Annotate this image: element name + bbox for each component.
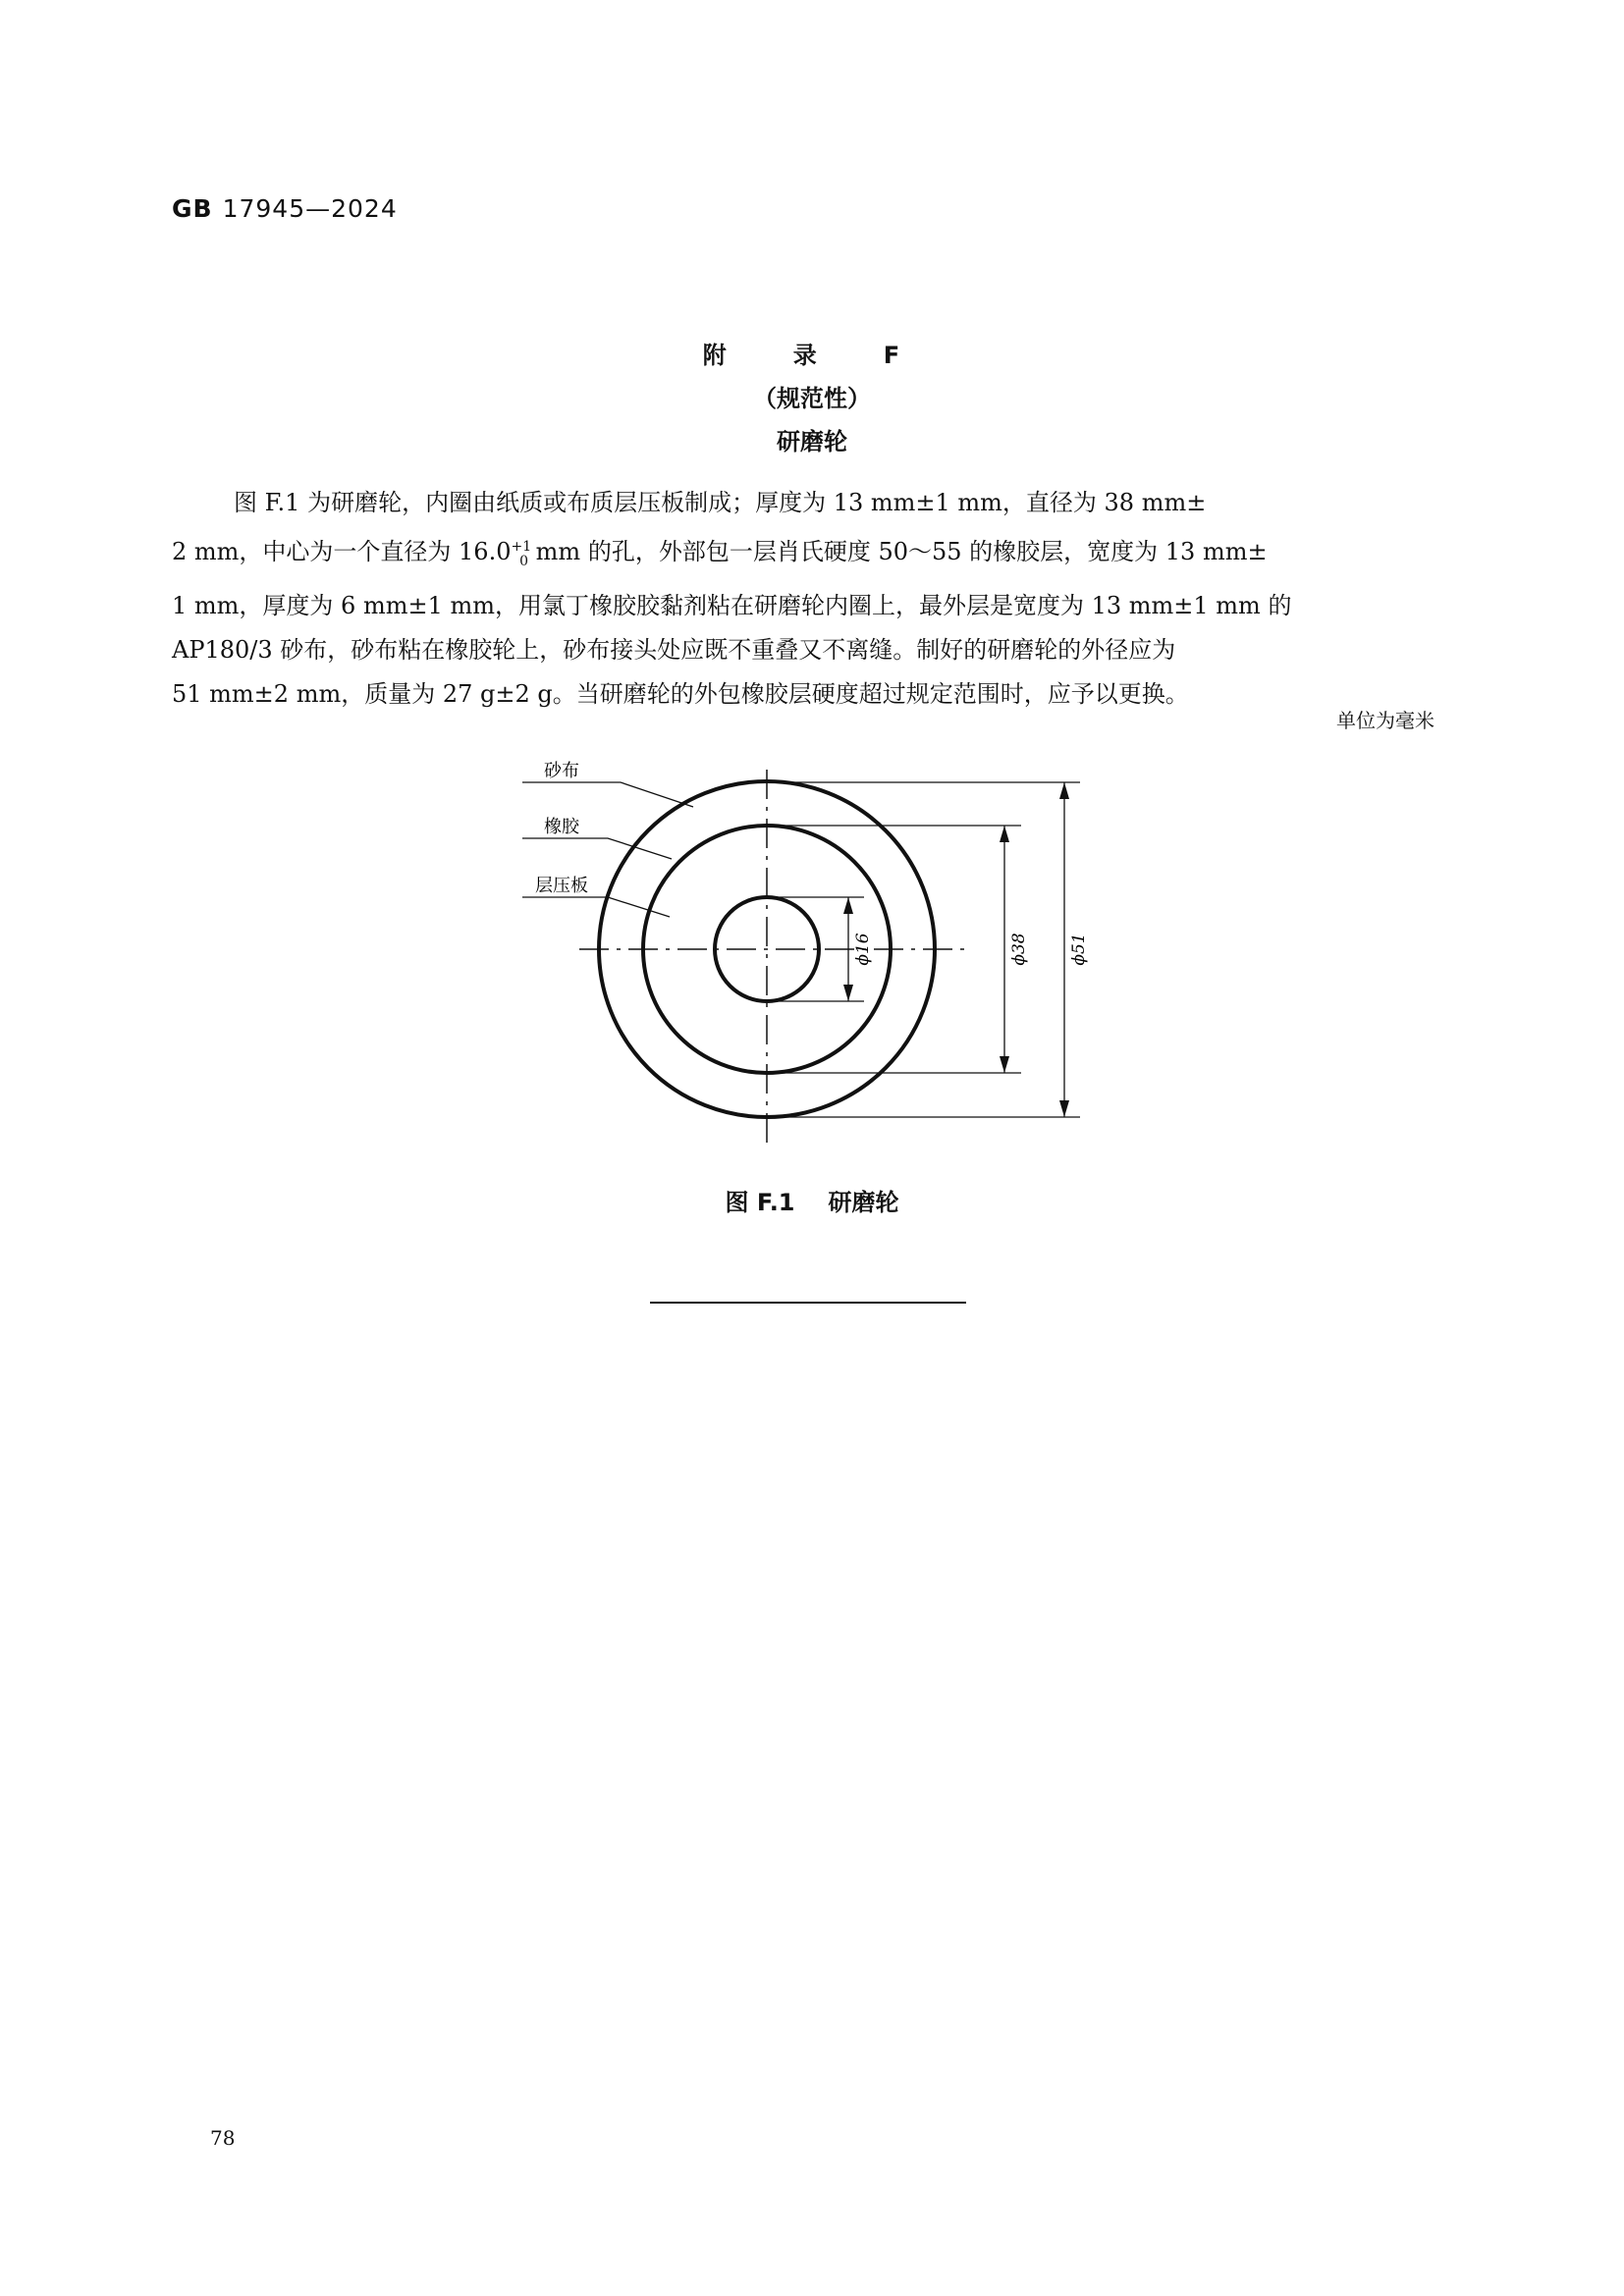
dim-middle-label: ϕ38 [1009,933,1029,966]
paragraph-line-3: 1 mm，厚度为 6 mm±1 mm，用氯丁橡胶胶黏剂粘在研磨轮内圈上，最外层是宽度为 13 mm±1 mm 的 [172,591,1292,619]
appendix-title: 附 录 F [702,342,922,369]
paragraph-line-1: 图 F.1 为研磨轮，内圈由纸质或布质层压板制成；厚度为 13 mm±1 mm，直径为 38 mm± [234,489,1207,516]
leader-abrasive [522,782,693,807]
tolerance-upper: +1 [511,539,532,555]
figure-caption [0,1183,1624,1217]
dim-inner-label: ϕ16 [853,933,873,966]
appendix-subject: 研磨轮 [777,428,847,455]
label-abrasive-cloth: 砂布 [544,761,579,781]
paragraph-line-4: AP180/3 砂布，砂布粘在橡胶轮上，砂布接头处应既不重叠又不离缝。制好的研磨轮的外径应为 [172,635,1176,664]
dim-outer-label: ϕ51 [1069,933,1089,966]
leader-rubber [522,838,672,859]
figure-caption-number: 图 F.1 [725,1189,795,1216]
figure-caption-title: 研磨轮 [828,1189,899,1216]
standard-number: 17945—2024 [222,194,398,223]
standard-prefix: GB [172,194,213,223]
end-rule [650,1302,966,1304]
unit-note: 单位为毫米 [1336,709,1435,732]
paragraph-line-5: 51 mm±2 mm，质量为 27 g±2 g。当研磨轮的外包橡胶层硬度超过规定范围时，应予以更换。 [172,679,1189,708]
label-laminate: 层压板 [535,876,588,896]
line2-after: mm 的孔，外部包一层肖氏硬度 50～55 的橡胶层，宽度为 13 mm± [528,538,1268,565]
line2-before: 2 mm，中心为一个直径为 16.0 [172,538,512,565]
leader-lines [522,782,693,917]
label-rubber: 橡胶 [544,817,579,837]
tolerance-lower: 0 [519,553,529,569]
appendix-nature: （规范性） [753,385,871,412]
page-number: 78 [210,2126,236,2150]
